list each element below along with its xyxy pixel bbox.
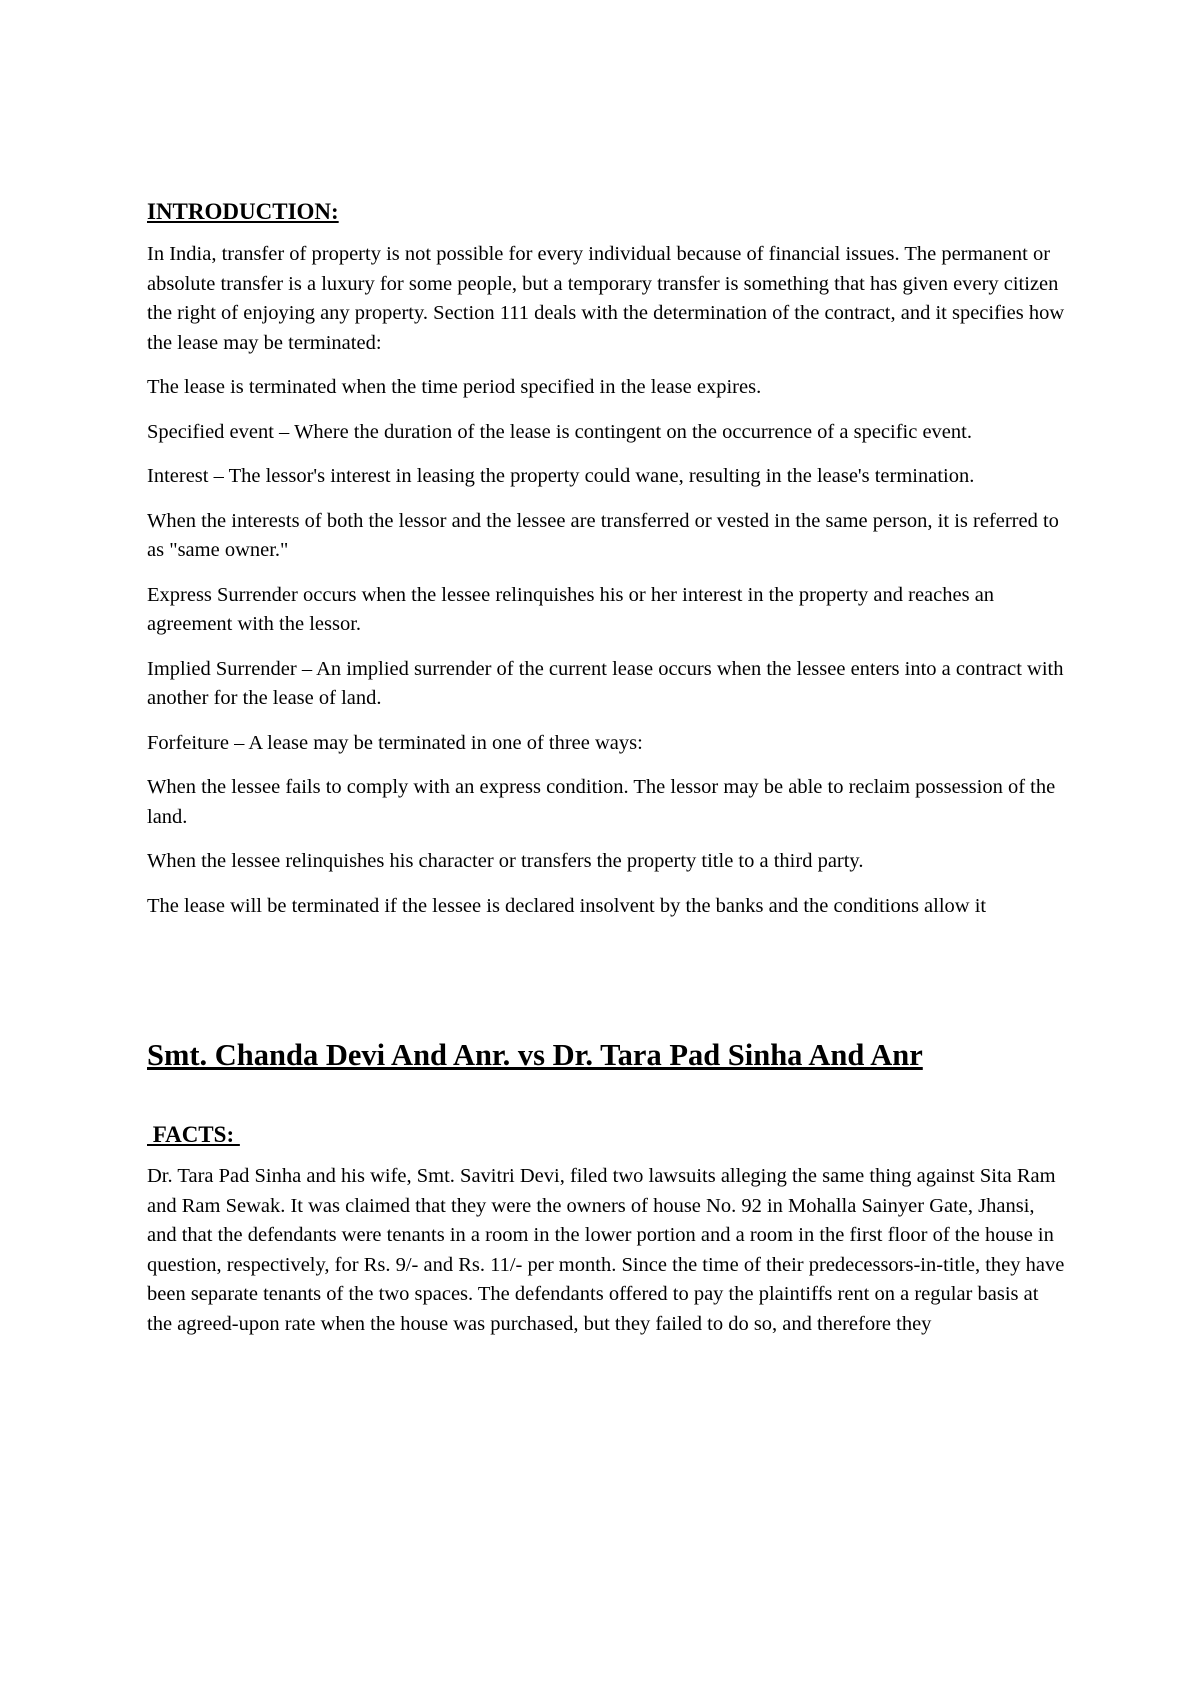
intro-paragraph-7: Implied Surrender – An implied surrender of the current lease occurs when the lessee enters into a contract with another for the lease of land. xyxy=(147,657,1064,709)
intro-paragraph-10: When the lessee relinquishes his character or transfers the property title to a third party. xyxy=(147,850,864,872)
facts-paragraph: Dr. Tara Pad Sinha and his wife, Smt. Savitri Devi, filed two lawsuits alleging the same thing against Sita Ram and Ram Sewak. It was claimed that they were the owners of house No. 92 in Mohalla Sainyer Gate, Jhansi, and that the defendants were tenants in a room in the lower portion and a room in the first floor of the house in question, respectively, for Rs. 9/- and Rs. 11/- per month. Since the time of their predecessors-in-title, they have been separate tenants of the two spaces. The defendants offered to pay the plaintiffs rent on a regular basis at the agreed-upon rate when the house was purchased, but they failed to do so, and therefore they xyxy=(147,1165,1065,1335)
intro-paragraph-8: Forfeiture – A lease may be terminated in one of three ways: xyxy=(147,731,643,754)
intro-paragraph-3: Specified event – Where the duration of the lease is contingent on the occurrence of a specific event. xyxy=(147,420,972,443)
intro-paragraph-11: The lease will be terminated if the lessee is declared insolvent by the banks and the conditions allow it xyxy=(147,894,987,917)
case-title: Smt. Chanda Devi And Anr. vs Dr. Tara Pad Sinha And Anr xyxy=(147,1038,923,1072)
intro-paragraph-1: In India, transfer of property is not possible for every individual because of financial issues. The permanent or absolute transfer is a luxury for some people, but a temporary transfer is something that has given every citizen the right of enjoying any property. Section 111 deals with the determination of the contract, and it specifies how the lease may be terminated: xyxy=(147,243,1065,354)
intro-paragraph-6: Express Surrender occurs when the lessee relinquishes his or her interest in the property and reaches an agreement with the lessor. xyxy=(147,583,995,635)
facts-heading: FACTS: xyxy=(147,1122,240,1147)
document-page xyxy=(147,197,1067,1339)
intro-paragraph-9: When the lessee fails to comply with an express condition. The lessor may be able to reclaim possession of the land. xyxy=(147,776,1056,828)
intro-paragraph-4: Interest – The lessor's interest in leasing the property could wane, resulting in the lease's termination. xyxy=(147,465,975,487)
intro-paragraph-2: The lease is terminated when the time period specified in the lease expires. xyxy=(147,376,762,398)
intro-paragraph-5: When the interests of both the lessor and the lessee are transferred or vested in the same person, it is referred to as "same owner." xyxy=(147,509,1059,561)
introduction-heading: INTRODUCTION: xyxy=(147,199,339,224)
